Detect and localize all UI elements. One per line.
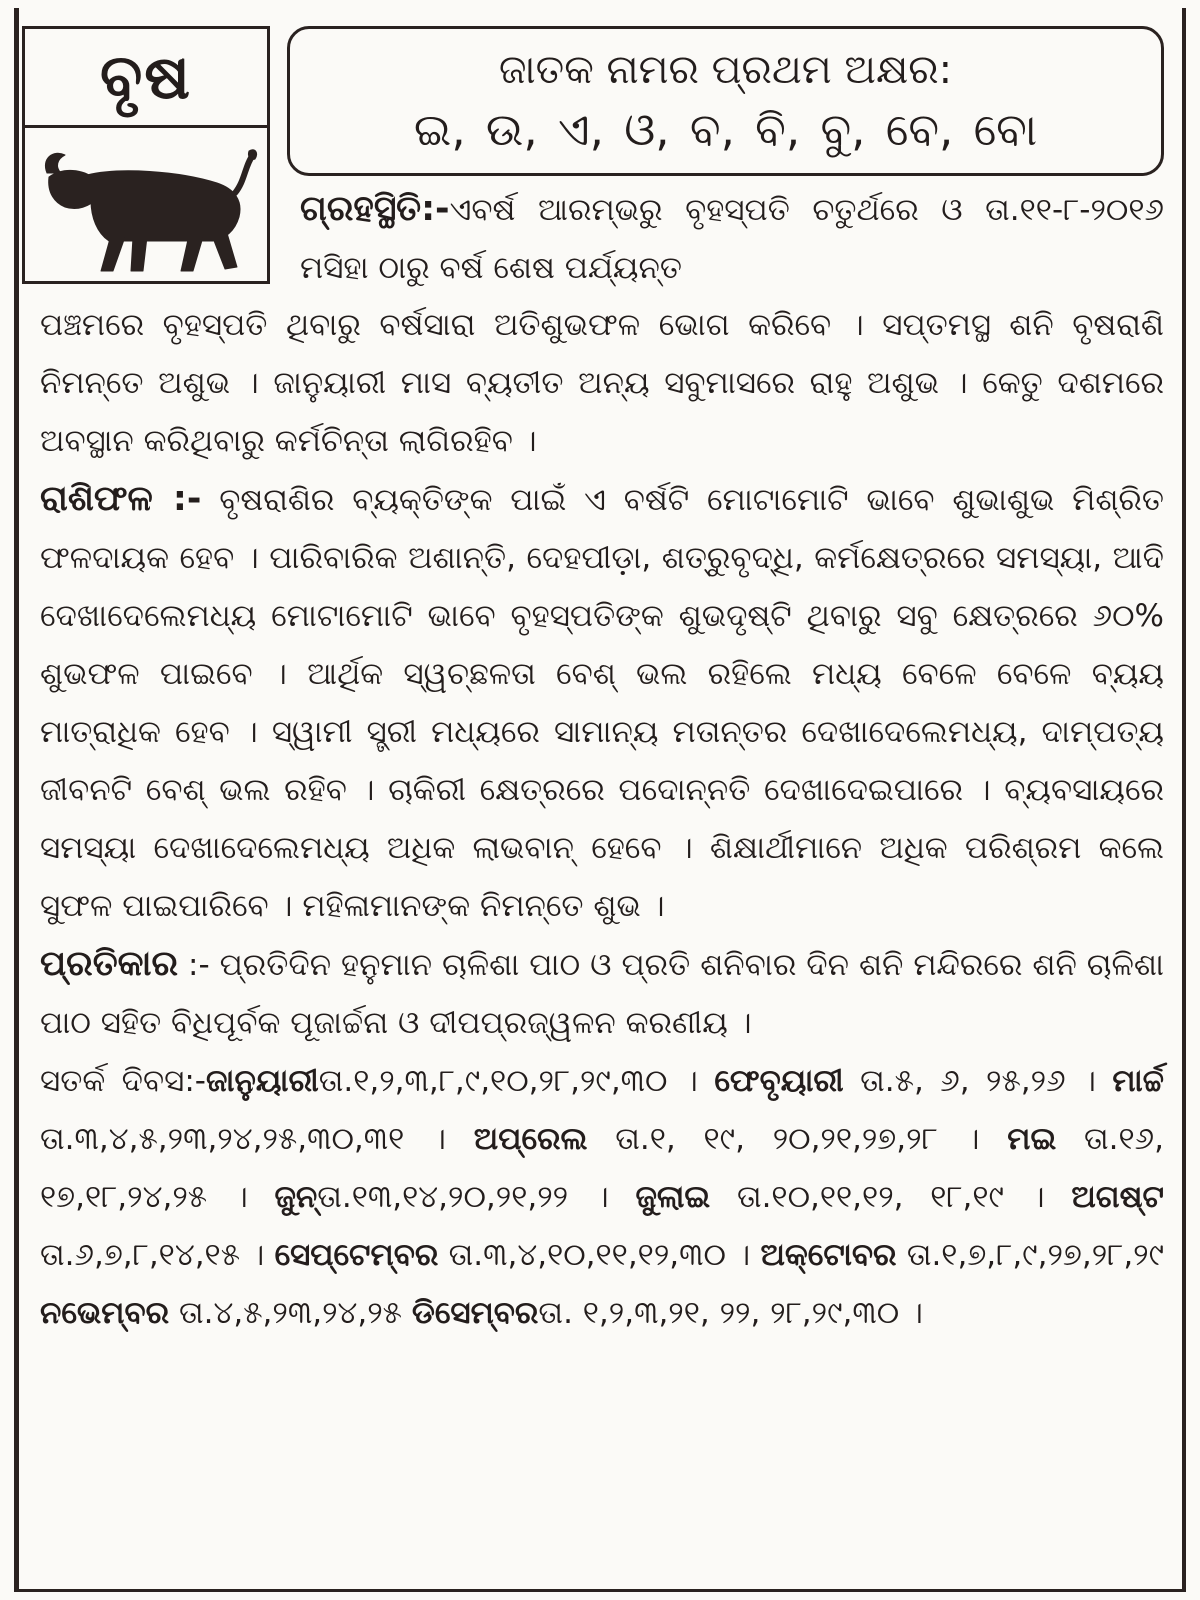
remedy-separator: :-: [178, 947, 220, 983]
dates-march: ତା.୩,୪,୫,୨୩,୨୪,୨୫,୩୦,୩୧ ।: [40, 1121, 447, 1157]
month-september: ସେପ୍ଟେମ୍ବର: [274, 1237, 439, 1273]
remedy-label: ପ୍ରତିକାର: [40, 944, 179, 984]
planetary-position-lead: [300, 180, 1164, 297]
month-july: ଜୁଲାଇ: [635, 1179, 711, 1215]
month-december: ଡିସେମ୍ବର: [411, 1295, 539, 1331]
caution-days-paragraph: [40, 1052, 1164, 1342]
dates-june: ତା.୧୩,୧୪,୨୦,୨୧,୨୨ ।: [317, 1179, 609, 1215]
dates-november: ତା.୪,୫,୨୩,୨୪,୨୫: [178, 1295, 403, 1331]
bottom-rule: [14, 1589, 1186, 1592]
dates-may: ତା.୧୬, ୧୭,୧୮,୨୪,୨୫ ।: [40, 1121, 1165, 1215]
planetary-position-text-lead: ଏବର୍ଷ ଆରମ୍ଭରୁ ବୃହସ୍ପତି ଚତୁର୍ଥରେ ଓ ତା.୧୧-୮-୨୦୧୬ ମସିହା ଠାରୁ ବର୍ଷ ଶେଷ ପର୍ଯ୍ୟନ୍ତ: [300, 192, 1164, 286]
month-february: ଫେବୃୟାରୀ: [714, 1063, 844, 1099]
month-may: ମଇ: [1007, 1121, 1057, 1157]
name-letters-list: ଇ, ଉ, ଏ, ଓ, ବ, ବି, ବୁ, ବେ, ବୋ: [413, 103, 1038, 156]
rashiphala-paragraph: [40, 470, 1164, 935]
rashiphala-label: ରାଶିଫଳ :-: [40, 479, 202, 519]
dates-december: ତା. ୧,୨,୩,୨୧, ୨୨, ୨୮,୨୯,୩୦ ।: [538, 1295, 923, 1331]
dates-august: ତା.୬,୭,୮,୧୪,୧୫ ।: [40, 1237, 265, 1273]
month-january: ଜାନୁୟାରୀ: [205, 1063, 319, 1099]
planetary-position-text-rest: ପଞ୍ଚମରେ ବୃହସ୍ପତି ଥିବାରୁ ବର୍ଷସାରା ଅତିଶୁଭଫଳ ଭୋଗ କରିବେ । ସପ୍ତମସ୍ଥ ଶନି ବୃଷରାଶି ନିମନ୍ତେ ଅଶୁଭ । ଜାନୁୟାରୀ ମାସ ବ୍ୟତୀତ ଅନ୍ୟ ସବୁମାସରେ ରାହୁ ଅଶୁଭ । କେତୁ ଦଶମରେ ଅବସ୍ଥାନ କରିଥିବାରୁ କର୍ମଚିନ୍ତା ଲାଗିରହିବ ।: [40, 307, 1164, 459]
name-letters-box: [287, 26, 1164, 176]
month-march: ମାର୍ଚ୍ଚ: [1112, 1063, 1165, 1099]
caution-days-label: ସତର୍କ ଦିବସ:-: [40, 1063, 206, 1099]
month-april: ଅପ୍ରେଲ: [473, 1121, 588, 1157]
month-november: ନଭେମ୍ବର: [40, 1295, 170, 1331]
rashiphala-text: ବୃଷରାଶିର ବ୍ୟକ୍ତିଙ୍କ ପାଇଁ ଏ ବର୍ଷଟି ମୋଟାମୋଟି ଭାବେ ଶୁଭାଶୁଭ ମିଶ୍ରିତ ଫଳଦାୟକ ହେବ । ପାରିବାରିକ ଅଶାନ୍ତି, ଦେହପୀଡ଼ା, ଶତ୍ରୁବୃଦ୍ଧି, କର୍ମକ୍ଷେତ୍ରରେ ସମସ୍ୟା, ଆଦି ଦେଖାଦେଲେମଧ୍ୟ ମୋଟାମୋଟି ଭାବେ ବୃହସ୍ପତିଙ୍କ ଶୁଭଦୃଷ୍ଟି ଥିବାରୁ ସବୁ କ୍ଷେତ୍ରରେ ୬୦% ଶୁଭଫଳ ପାଇବେ । ଆର୍ଥିକ ସ୍ୱଚ୍ଛଳତା ବେଶ୍ ଭଲ ରହିଲେ ମଧ୍ୟ ବେଳେ ବେଳେ ବ୍ୟୟ ମାତ୍ରାଧିକ ହେବ । ସ୍ୱାମୀ ସ୍ତ୍ରୀ ମଧ୍ୟରେ ସାମାନ୍ୟ ମତାନ୍ତର ଦେଖାଦେଲେମଧ୍ୟ, ଦାମ୍ପତ୍ୟ ଜୀବନଟି ବେଶ୍ ଭଲ ରହିବ । ଚାକିରୀ କ୍ଷେତ୍ରରେ ପଦୋନ୍ନତି ଦେଖାଦେଇପାରେ । ବ୍ୟବସାୟରେ ସମସ୍ୟା ଦେଖାଦେଲେମଧ୍ୟ ଅଧିକ ଲାଭବାନ୍ ହେବେ । ଶିକ୍ଷାର୍ଥୀମାନେ ଅଧିକ ପରିଶ୍ରମ କଲେ ସୁଫଳ ପାଇପାରିବେ । ମହିଳାମାନଙ୍କ ନିମନ୍ତେ ଶୁଭ ।: [40, 482, 1164, 924]
name-letters-title: ଜାତକ ନାମର ପ୍ରଥମ ଅକ୍ଷର:: [498, 47, 953, 93]
bull-icon: [39, 137, 259, 277]
dates-january: ତା.୧,୨,୩,୮,୯,୧୦,୨୮,୨୯,୩୦ ।: [318, 1063, 698, 1099]
sign-name: ବୃଷ: [25, 29, 267, 128]
month-august: ଅଗଷ୍ଟ: [1071, 1179, 1164, 1215]
zodiac-sign-box: [22, 26, 270, 284]
remedy-text: ପ୍ରତିଦିନ ହନୁମାନ ଚାଳିଶା ପାଠ ଓ ପ୍ରତି ଶନିବାର ଦିନ ଶନି ମନ୍ଦିରରେ ଶନି ଚାଳିଶା ପାଠ ସହିତ ବିଧିପୂର୍ବକ ପୂଜାର୍ଚ୍ଚନା ଓ ଦୀପପ୍ରଜ୍ୱଳନ କରଣୀୟ ।: [40, 947, 1164, 1041]
dates-september: ତା.୩,୪,୧୦,୧୧,୧୨,୩୦ ।: [448, 1237, 751, 1273]
planetary-position-label: ଗ୍ରହସ୍ଥିତି:-: [300, 189, 450, 229]
month-june: ଜୁନ୍: [274, 1179, 318, 1215]
dates-april: ତା.୧, ୧୯, ୨୦,୨୧,୨୭,୨୮ ।: [615, 1121, 980, 1157]
dates-october: ତା.୧,୭,୮,୯,୨୭,୨୮,୨୯: [906, 1237, 1165, 1273]
month-october: ଅକ୍ଟୋବର: [760, 1237, 897, 1273]
remedy-paragraph: [40, 935, 1164, 1052]
dates-february: ତା.୫, ୬, ୨୫,୨୬ ।: [860, 1063, 1096, 1099]
horoscope-body: [40, 296, 1164, 1342]
dates-july: ତା.୧୦,୧୧,୧୨, ୧୮,୧୯ ।: [736, 1179, 1045, 1215]
